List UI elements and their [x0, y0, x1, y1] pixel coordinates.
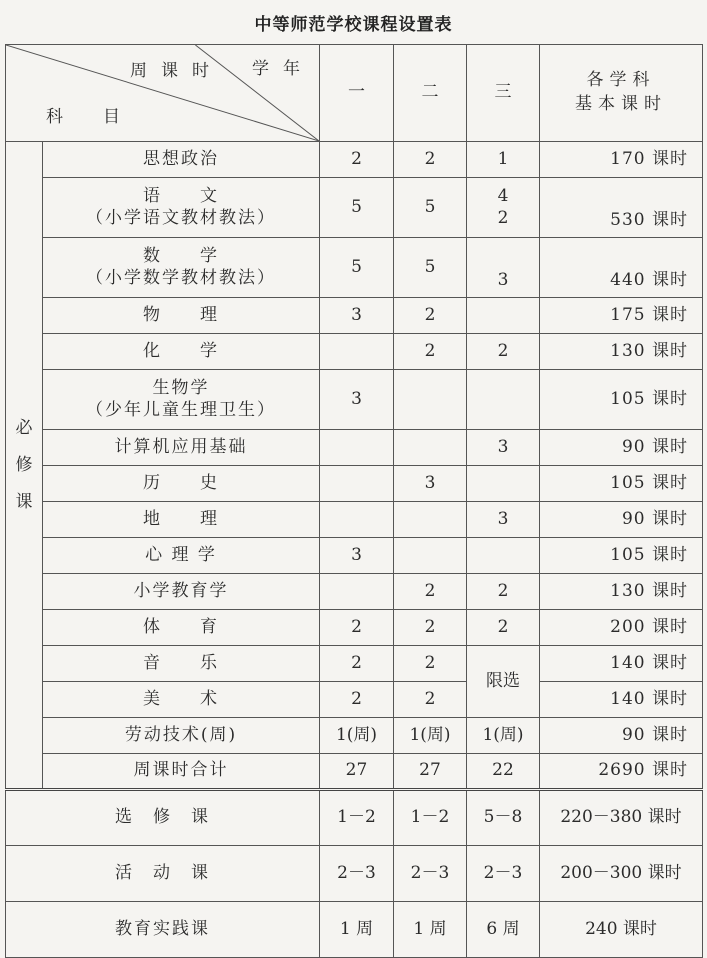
table-row [6, 574, 703, 610]
year-2-hours: 5 [394, 238, 467, 298]
total-hours: 200 课时 [540, 610, 703, 646]
year-1-hours: 1－2 [320, 790, 394, 846]
total-hours: 105 课时 [540, 538, 703, 574]
year-1-hours: 2 [320, 142, 394, 178]
week-hours-label: 周课时 [130, 61, 223, 81]
total-hours: 220－380 课时 [540, 790, 703, 846]
year-3-hours: 2 [467, 610, 540, 646]
year-3-hours: 3 [467, 430, 540, 466]
subject-name: 语 文 （小学语文教材教法） [43, 178, 320, 238]
total-hours-header: 各学科 基本课时 [540, 45, 703, 142]
year-1-hours: 1 周 [320, 902, 394, 958]
table-row [6, 430, 703, 466]
subject-name: 音 乐 [43, 646, 320, 682]
year-1-hours: 1(周) [320, 718, 394, 754]
course-type-name: 教育实践课 [6, 902, 320, 958]
required-courses-label: 必 修 课 [6, 142, 43, 790]
total-hours: 140 课时 [540, 682, 703, 718]
year-2-hours: 2 [394, 334, 467, 370]
year-1-hours: 5 [320, 238, 394, 298]
year-2-header: 二 [394, 45, 467, 142]
year-3-hours [467, 538, 540, 574]
course-type-name: 活 动 课 [6, 846, 320, 902]
year-1-hours: 27 [320, 754, 394, 790]
table-row [6, 646, 703, 682]
year-2-hours [394, 370, 467, 430]
year-3-hours: 4 2 [467, 178, 540, 238]
table-row [6, 238, 703, 298]
year-3-hours: 限选 [467, 646, 540, 718]
year-2-hours: 2 [394, 682, 467, 718]
table-row [6, 846, 703, 902]
table-row [6, 538, 703, 574]
table-row [6, 754, 703, 790]
total-hours: 90 课时 [540, 718, 703, 754]
year-3-hours: 1 [467, 142, 540, 178]
year-1-hours [320, 430, 394, 466]
subject-name: 心 理 学 [43, 538, 320, 574]
total-hours: 130 课时 [540, 574, 703, 610]
subject-name: 体 育 [43, 610, 320, 646]
year-1-hours: 3 [320, 298, 394, 334]
year-1-hours: 3 [320, 538, 394, 574]
school-year-label: 学年 [252, 59, 314, 79]
subject-name: 地 理 [43, 502, 320, 538]
total-hours: 530 课时 [540, 178, 703, 238]
subject-name: 计算机应用基础 [43, 430, 320, 466]
total-hours: 2690 课时 [540, 754, 703, 790]
year-3-hours [467, 466, 540, 502]
subject-name: 历 史 [43, 466, 320, 502]
year-3-hours: 1(周) [467, 718, 540, 754]
year-1-hours: 2 [320, 682, 394, 718]
total-hours: 240 课时 [540, 902, 703, 958]
year-3-hours [467, 298, 540, 334]
subject-label: 科目 [46, 107, 160, 127]
table-row [6, 334, 703, 370]
subject-name: 生物学 （少年儿童生理卫生） [43, 370, 320, 430]
year-3-hours: 3 [467, 238, 540, 298]
year-1-hours [320, 334, 394, 370]
year-2-hours: 1(周) [394, 718, 467, 754]
total-hours: 105 课时 [540, 370, 703, 430]
subject-name: 美 术 [43, 682, 320, 718]
year-2-hours: 2 [394, 646, 467, 682]
year-2-hours: 27 [394, 754, 467, 790]
total-hours: 105 课时 [540, 466, 703, 502]
year-2-hours: 5 [394, 178, 467, 238]
year-3-hours: 3 [467, 502, 540, 538]
year-1-hours: 3 [320, 370, 394, 430]
table-title: 中等师范学校课程设置表 [254, 15, 453, 35]
total-hours: 90 课时 [540, 502, 703, 538]
year-3-hours: 2 [467, 334, 540, 370]
year-1-hours: 2－3 [320, 846, 394, 902]
year-3-hours: 2 [467, 574, 540, 610]
subject-name: 物 理 [43, 298, 320, 334]
year-2-hours [394, 430, 467, 466]
total-hours: 170 课时 [540, 142, 703, 178]
table-row [6, 718, 703, 754]
subject-name: 劳动技术(周) [43, 718, 320, 754]
total-hours: 200－300 课时 [540, 846, 703, 902]
year-1-hours [320, 574, 394, 610]
table-row [6, 370, 703, 430]
course-type-name: 选 修 课 [6, 790, 320, 846]
year-1-hours [320, 466, 394, 502]
year-1-hours [320, 502, 394, 538]
table-row [6, 502, 703, 538]
curriculum-table [5, 44, 703, 958]
year-2-hours: 1－2 [394, 790, 467, 846]
total-hours: 90 课时 [540, 430, 703, 466]
year-3-header: 三 [467, 45, 540, 142]
header-row [6, 45, 703, 142]
total-hours: 440 课时 [540, 238, 703, 298]
year-3-hours: 22 [467, 754, 540, 790]
subject-name: 数 学 （小学数学教材教法） [43, 238, 320, 298]
year-1-hours: 5 [320, 178, 394, 238]
year-2-hours: 2 [394, 574, 467, 610]
table-row [6, 682, 703, 718]
year-2-hours: 2－3 [394, 846, 467, 902]
year-2-hours: 2 [394, 610, 467, 646]
diagonal-header-cell [6, 45, 320, 142]
subject-name: 小学教育学 [43, 574, 320, 610]
table-row [6, 298, 703, 334]
table-row [6, 466, 703, 502]
year-3-hours: 6 周 [467, 902, 540, 958]
table-row [6, 610, 703, 646]
year-1-hours: 2 [320, 646, 394, 682]
year-3-hours: 2－3 [467, 846, 540, 902]
year-2-hours [394, 502, 467, 538]
year-2-hours: 2 [394, 298, 467, 334]
year-1-hours: 2 [320, 610, 394, 646]
year-2-hours: 3 [394, 466, 467, 502]
year-1-header: 一 [320, 45, 394, 142]
table-row [6, 142, 703, 178]
year-3-hours: 5－8 [467, 790, 540, 846]
subject-name: 化 学 [43, 334, 320, 370]
total-hours: 130 课时 [540, 334, 703, 370]
year-3-hours [467, 370, 540, 430]
year-2-hours: 1 周 [394, 902, 467, 958]
table-row [6, 902, 703, 958]
year-2-hours: 2 [394, 142, 467, 178]
year-2-hours [394, 538, 467, 574]
subject-name: 周课时合计 [43, 754, 320, 790]
total-hours: 175 课时 [540, 298, 703, 334]
total-hours: 140 课时 [540, 646, 703, 682]
subject-name: 思想政治 [43, 142, 320, 178]
table-row [6, 790, 703, 846]
table-row [6, 178, 703, 238]
